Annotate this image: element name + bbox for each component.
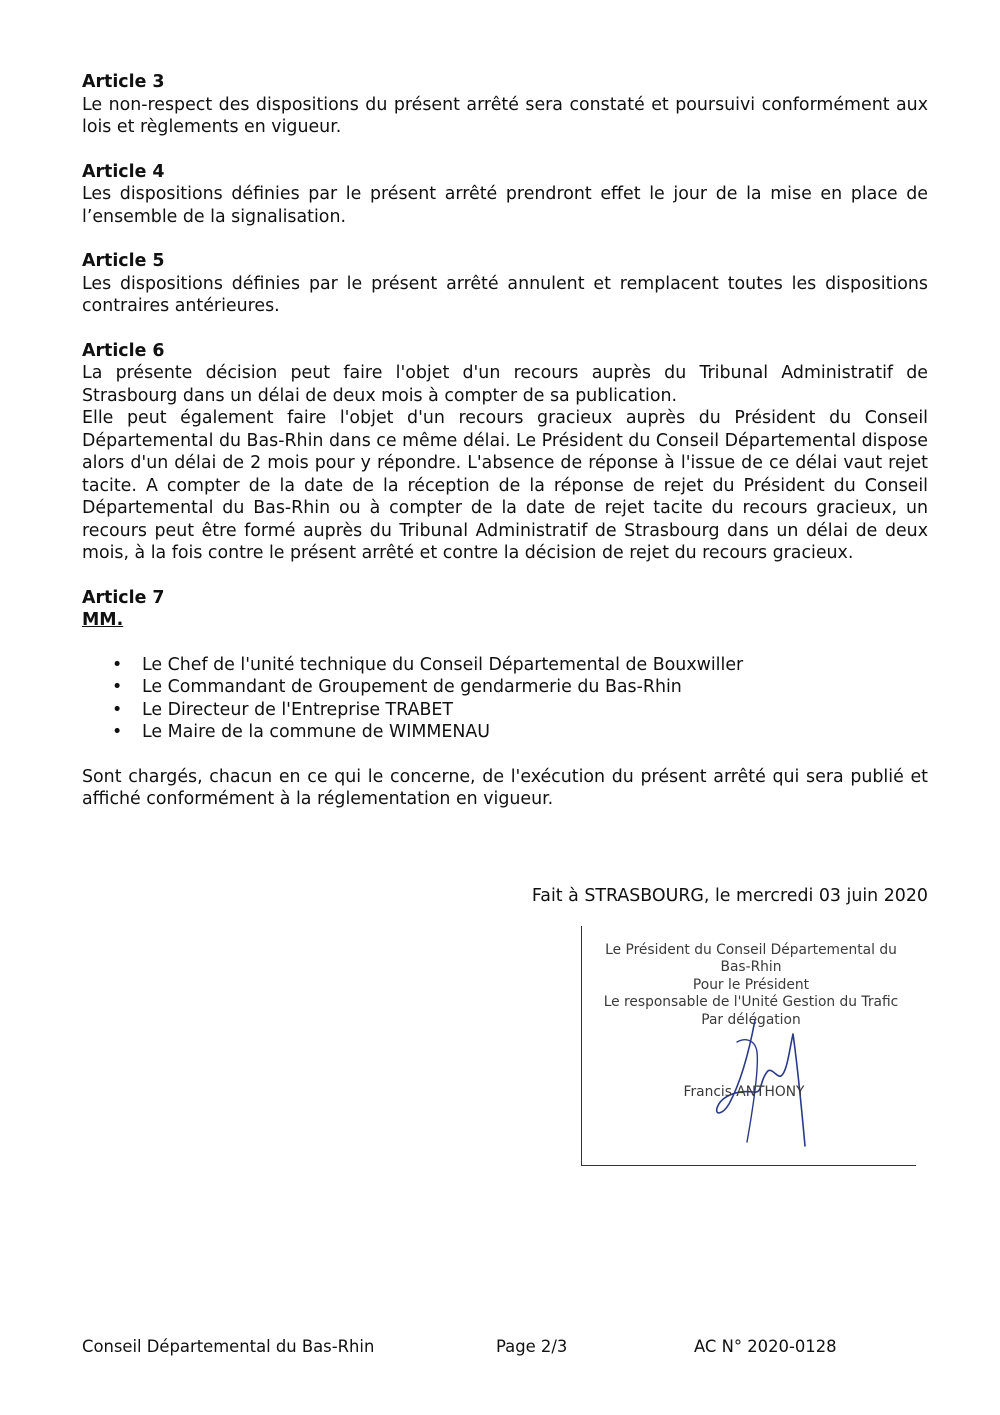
article-body: [82, 94, 928, 139]
bullet-icon: •: [112, 654, 123, 675]
article-title: Article 7: [82, 587, 165, 608]
salutation: MM.: [82, 610, 124, 630]
signature-line: Bas-Rhin: [720, 959, 782, 976]
list-item: [112, 654, 928, 677]
bullet-icon: •: [112, 722, 123, 742]
article-paragraph: La présente décision peut faire l'objet d'un recours auprès du Tribunal Administratif de Strasbourg dans un délai de deux mois à compter de sa publication.: [82, 363, 928, 406]
signature-line: Par délégation: [701, 1011, 801, 1028]
page-footer: [82, 1336, 928, 1360]
list-item: [112, 676, 928, 699]
place-date: Fait à STRASBOURG, le mercredi 03 juin 2020: [531, 886, 928, 906]
list-item: [112, 721, 928, 744]
list-item: [112, 699, 928, 722]
article-paragraph: Les dispositions définies par le présent arrêté prendront effet le jour de la mise en place de l’ensemble de la signalisation.: [82, 184, 928, 227]
recipient-text: Le Maire de la commune de WIMMENAU: [142, 722, 490, 742]
recipient-text: Le Directeur de l'Entreprise TRABET: [142, 699, 454, 720]
footer-organization: Conseil Départemental du Bas-Rhin: [82, 1337, 375, 1356]
article-body: [82, 273, 928, 318]
article-paragraph: Elle peut également faire l'objet d'un recours gracieux auprès du Président du Conseil Départemental du Bas-Rhin dans ce même délai. Le Président du Conseil Départemental dispose alors d'un délai de 2 mois pour y répondre. L'absence de réponse à l'issue de ce délai vaut rejet tacite. A compter de la date de la réception de la réponse de rejet du Président du Conseil Départemental du Bas-Rhin ou à compter de la date de rejet tacite du recours gracieux, un recours peut être formé auprès du Tribunal Administratif de Strasbourg dans un délai de deux mois, à la fois contre le présent arrêté et contre la décision de rejet du recours gracieux.: [82, 408, 928, 563]
article-title: Article 4: [82, 161, 165, 182]
article-body: [82, 362, 928, 565]
article-paragraph: Le non-respect des dispositions du présent arrêté sera constaté et poursuivi conformément aux lois et règlements en vigueur.: [82, 94, 928, 137]
handwritten-signature-icon: [697, 1012, 812, 1152]
recipients-list: [82, 654, 928, 744]
closing-text: Sont chargés, chacun en ce qui le concerne, de l'exécution du présent arrêté qui sera publié et affiché conformément à la réglementation en vigueur.: [82, 766, 928, 809]
closing-paragraph: [82, 766, 928, 811]
signature-stamp: [581, 926, 916, 1166]
article-title: Article 6: [82, 340, 165, 361]
article-6: [82, 340, 928, 565]
article-paragraph: Les dispositions définies par le présent arrêté annulent et remplacent toutes les dispositions contraires antérieures.: [82, 273, 928, 316]
article-body: [82, 183, 928, 228]
recipient-text: Le Commandant de Groupement de gendarmerie du Bas-Rhin: [142, 677, 682, 697]
recipient-text: Le Chef de l'unité technique du Conseil Départemental de Bouxwiller: [142, 654, 744, 675]
bullet-icon: •: [112, 677, 123, 697]
signature-line: Pour le Président: [692, 976, 810, 993]
signatory-name: Francis ANTHONY: [683, 1084, 805, 1100]
document-body: [82, 71, 928, 811]
footer-page-number: Page 2/3: [496, 1337, 568, 1356]
signature-line: Le responsable de l'Unité Gestion du Trafic: [603, 994, 899, 1011]
article-title: Article 5: [82, 251, 165, 271]
article-4: [82, 161, 928, 229]
article-3: [82, 71, 928, 139]
article-title: Article 3: [82, 72, 165, 92]
article-5: [82, 250, 928, 318]
article-7: [82, 587, 928, 811]
bullet-icon: •: [112, 699, 123, 720]
signature-line: Le Président du Conseil Départemental du: [605, 942, 897, 958]
footer-reference: AC N° 2020-0128: [694, 1337, 837, 1356]
